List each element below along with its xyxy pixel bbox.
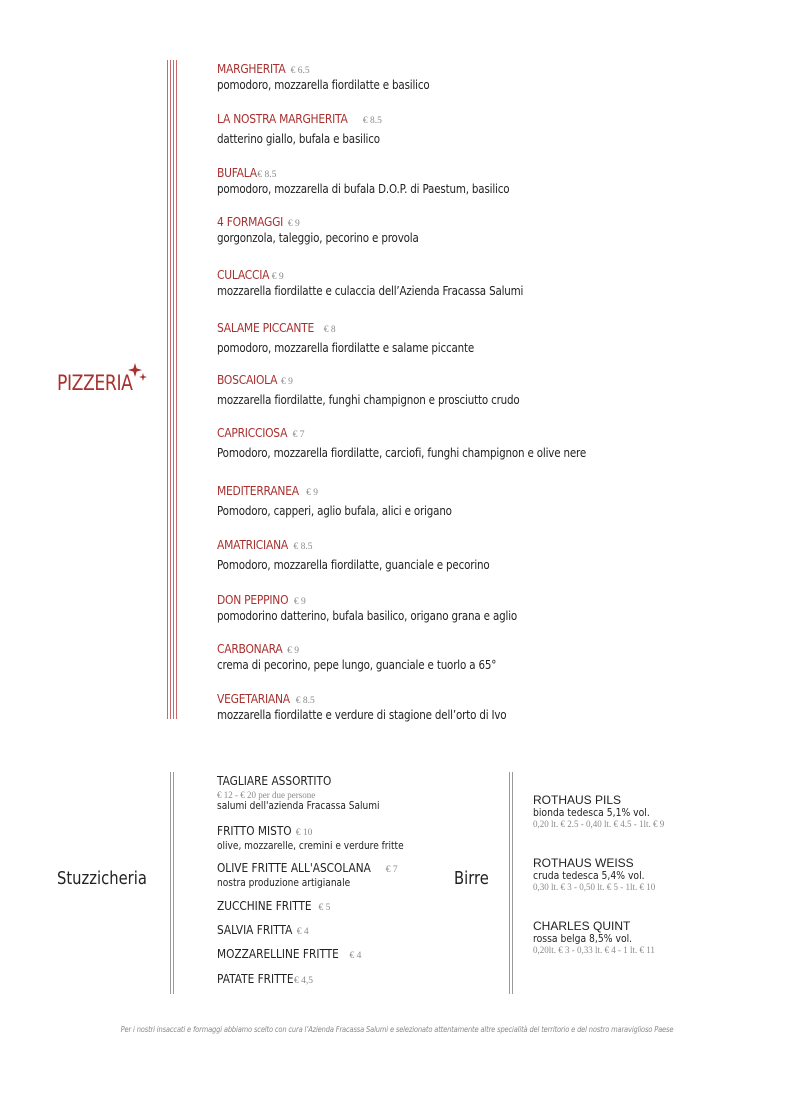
item-name: TAGLIARE ASSORTITO — [217, 774, 332, 788]
menu-item — [217, 536, 534, 572]
item-price: € 4 — [296, 927, 309, 937]
item-name: AMATRICIANA — [217, 537, 288, 552]
item-price: € 8.5 — [293, 542, 313, 552]
item-description: pomodorino datterino, bufala basilico, origano grana e aglio — [217, 609, 518, 623]
birre-divider — [509, 772, 515, 994]
item-description: pomodoro, mozzarella di bufala D.O.P. di Paestum, basilico — [217, 182, 510, 196]
item-name: DON PEPPINO — [217, 592, 289, 607]
menu-item — [217, 859, 398, 889]
menu-item — [217, 164, 557, 196]
item-price: € 7 — [385, 865, 398, 875]
item-name: BOSCAIOLA — [217, 372, 278, 387]
item-description: pomodoro, mozzarella fiordilatte e basilico — [217, 78, 430, 92]
item-description: pomodoro, mozzarella fiordilatte e salame piccante — [217, 341, 475, 355]
item-price: € 9 — [271, 272, 284, 282]
item-description: datterino giallo, bufala e basilico — [217, 132, 380, 146]
menu-item — [217, 213, 451, 245]
item-price: € 4 — [349, 951, 362, 961]
item-price: € 9 — [281, 377, 293, 387]
item-price: € 8.5 — [257, 170, 277, 180]
item-name: PATATE FRITTE — [217, 972, 294, 986]
beer-item — [533, 919, 655, 955]
item-name: OLIVE FRITTE ALL'ASCOLANA — [217, 861, 371, 875]
menu-item — [217, 371, 569, 407]
menu-item — [217, 822, 434, 852]
item-price: € 10 — [295, 828, 313, 838]
beer-description: cruda tedesca 5,4% vol. — [533, 870, 645, 882]
menu-item — [217, 591, 566, 623]
pizzeria-divider — [167, 60, 177, 719]
item-price: € 9 — [287, 219, 300, 229]
item-description: mozzarella fiordilatte e culaccia dell’Azienda Fracassa Salumi — [217, 284, 524, 298]
item-description: crema di pecorino, pepe lungo, guanciale e tuorlo a 65° — [217, 658, 497, 672]
item-price: € 9 — [306, 488, 319, 498]
item-name: BUFALA — [217, 165, 257, 180]
item-name: CAPRICCIOSA — [217, 425, 288, 440]
item-price: € 8 — [323, 325, 336, 335]
footer-note-text: Per i nostri insaccati e formaggi abbiamo scelto con cura l’Azienda Fracassa Salumi e selezionato attentamente altre specialità del territorio e del nostro maraviglioso Paese — [120, 1025, 673, 1034]
item-price: € 9 — [293, 597, 306, 607]
beer-item — [533, 856, 660, 892]
menu-item — [217, 482, 490, 518]
item-price: € 9 — [287, 646, 299, 656]
item-description: olive, mozzarelle, cremini e verdure fritte — [217, 840, 404, 852]
item-description: Pomodoro, capperi, aglio bufala, alici e origano — [217, 504, 452, 518]
stuzzicheria-divider — [170, 772, 176, 994]
item-price: € 5 — [318, 903, 331, 913]
beer-name: ROTHAUS WEISS — [533, 856, 634, 870]
section-title-stuzzicheria: Stuzzicheria — [57, 868, 147, 889]
menu-item — [217, 266, 573, 298]
beer-prices: 0,20lt. € 3 - 0,33 lt. € 4 - 1 lt. € 11 — [533, 945, 655, 955]
beer-name: ROTHAUS PILS — [533, 793, 622, 807]
item-name: MARGHERITA — [217, 61, 286, 76]
menu-item — [217, 772, 406, 812]
item-description: mozzarella fiordilatte, funghi champignon e prosciutto crudo — [217, 393, 520, 407]
item-name: VEGETARIANA — [217, 691, 290, 706]
item-description: Pomodoro, mozzarella fiordilatte, carciofi, funghi champignon e olive nere — [217, 446, 587, 460]
sparkle-icon — [127, 362, 149, 384]
menu-item — [217, 60, 464, 92]
menu-item — [217, 110, 406, 146]
beer-name: CHARLES QUINT — [533, 919, 631, 933]
beer-item — [533, 793, 666, 829]
beer-description: bionda tedesca 5,1% vol. — [533, 807, 650, 819]
menu-item — [217, 945, 361, 963]
item-price: € 8.5 — [362, 116, 382, 126]
item-name: SALVIA FRITTA — [217, 923, 293, 937]
item-name: 4 FORMAGGI — [217, 214, 284, 229]
beer-prices: 0,30 lt. € 3 - 0,50 lt. € 5 - 1lt. € 10 — [533, 882, 656, 892]
item-name: LA NOSTRA MARGHERITA — [217, 111, 348, 126]
item-description: gorgonzola, taleggio, pecorino e provola — [217, 231, 419, 245]
footer-note — [0, 1025, 793, 1034]
item-name: ZUCCHINE FRITTE — [217, 899, 312, 913]
item-name: FRITTO MISTO — [217, 824, 292, 838]
menu-item — [217, 319, 516, 355]
section-title-pizzeria: PIZZERIA — [57, 371, 133, 395]
menu-item — [217, 690, 554, 722]
item-name: SALAME PICCANTE — [217, 320, 315, 335]
item-description: salumi dell'azienda Fracassa Salumi — [217, 800, 380, 812]
menu-item — [217, 640, 542, 672]
item-price: € 6.5 — [290, 66, 310, 76]
item-name: CARBONARA — [217, 641, 283, 656]
item-description: Pomodoro, mozzarella fiordilatte, guanciale e pecorino — [217, 558, 490, 572]
menu-item — [217, 921, 309, 939]
item-name: CULACCIA — [217, 267, 270, 282]
item-name: MEDITERRANEA — [217, 483, 299, 498]
item-description: nostra produzione artigianale — [217, 877, 351, 889]
menu-item — [217, 424, 646, 460]
beer-prices: 0,20 lt. € 2.5 - 0,40 lt. € 4.5 - 1lt. € 9 — [533, 819, 665, 829]
beer-description: rossa belga 8,5% vol. — [533, 933, 633, 945]
menu-item — [217, 897, 330, 915]
section-title-birre: Birre — [454, 868, 489, 889]
item-price: € 8.5 — [295, 696, 315, 706]
item-description: mozzarella fiordilatte e verdure di stagione dell’orto di Ivo — [217, 708, 507, 722]
menu-item — [217, 970, 313, 988]
item-price: € 4,5 — [293, 976, 313, 986]
item-price: € 7 — [292, 430, 305, 440]
item-name: MOZZARELLINE FRITTE — [217, 947, 339, 961]
item-price-note: € 12 - € 20 per due persone — [217, 790, 316, 800]
